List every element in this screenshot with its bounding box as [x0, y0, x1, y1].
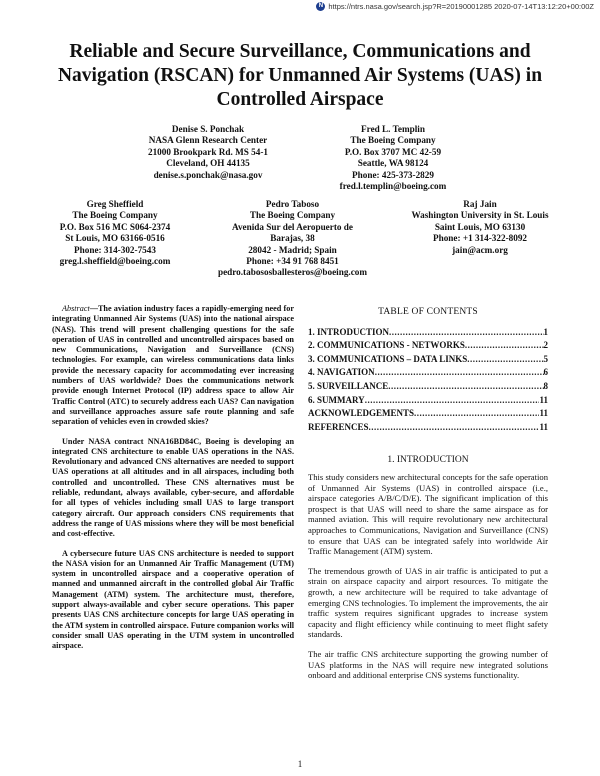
toc-entry-page: 5 — [543, 353, 548, 364]
author-block-taboso — [210, 199, 375, 279]
ntrs-url[interactable]: https://ntrs.nasa.gov/search.jsp?R=20190001285 2020-07-14T13:12:20+00:00Z — [328, 2, 594, 11]
toc-entry[interactable] — [308, 326, 548, 340]
abstract — [52, 304, 294, 428]
author-name: Fred L. Templin — [361, 124, 425, 134]
author-address: 28042 - Madrid; Spain — [248, 244, 337, 255]
author-address: 21000 Brookpark Rd. MS 54-1 — [147, 146, 269, 157]
toc-entry[interactable] — [308, 394, 548, 408]
author-address: Seattle, WA 98124 — [357, 158, 429, 169]
author-block-ponchak — [128, 124, 288, 181]
author-address: P.O. Box 3707 MC 42-59 — [344, 146, 442, 157]
toc-entry-label: 2. COMMUNICATIONS - NETWORKS — [308, 340, 465, 351]
ntrs-stamp — [316, 2, 594, 11]
toc-entry-label: 6. SUMMARY — [308, 394, 365, 405]
toc-entry[interactable] — [308, 366, 548, 380]
left-column — [52, 304, 294, 661]
section-heading-introduction: 1. INTRODUCTION — [387, 455, 469, 465]
author-name: Raj Jain — [463, 199, 497, 209]
abstract-text: —The aviation industry faces a rapidly-emerging need for integrating Unmanned Air Systems (UAS) into the national airspace (NAS). This trend will present challenging questions for the safe operation of UAS in controlled and uncontrolled airspaces based on new Communications, Navigation and Surveillance (CNS) technologies. For example, can wireless communications data links provide the necessary capacity for accommodating ever increasing numbers of UAS worldwide? Does the communications network provide enough Internet Protocol (IP) address space to allow Air Traffic Control (ATC) to securely address each UAS? Can navigation and surveillance approaches assure safe route planning and safe separation of vehicles even in crowded skies? — [52, 304, 294, 427]
toc-entry-label: 3. COMMUNICATIONS – DATA LINKS — [308, 353, 468, 364]
body-paragraph: The tremendous growth of UAS in air traffic is anticipated to put a strain on airspace capacity and airport resources. To mitigate the growth, a new architecture will be required to take advantage of emerging CNS technologies. To implement the improvements, the air traffic system requires significant upgrades to increase system capacity and flight efficiency while continuing to meet flight safety standards. — [308, 565, 548, 640]
author-phone: Phone: +34 91 768 8451 — [246, 256, 339, 267]
toc-entry[interactable] — [308, 421, 548, 435]
toc-entry[interactable] — [308, 380, 548, 394]
author-org: The Boeing Company — [249, 210, 336, 221]
body-paragraph: A cybersecure future UAS CNS architecture is needed to support the NASA vision for an Unmanned Air Traffic Management (UTM) system in uncontrolled airspace and a cooperative operation of manned and unmanned aircraft in the controlled global Air Traffic Management (ATM) system. The architecture must, therefore, support always-available and cyber secure operations. This paper presents UAS CNS architecture concepts for large UAS operating in the ATM system in controlled airspace. Future companion works will consider small UAS operating in the UTM system in uncontrolled airspace. — [52, 548, 294, 651]
right-column — [308, 472, 548, 690]
author-address: Saint Louis, MO 63130 — [434, 221, 526, 232]
author-address: Barajas, 38 — [270, 233, 315, 244]
paper-title: Reliable and Secure Surveillance, Communications and Navigation (RSCAN) for Unmanned Air Systems (UAS) in Controlled Airspace — [57, 41, 543, 110]
author-address: P.O. Box 516 MC S064-2374 — [59, 221, 171, 232]
author-email[interactable]: jain@acm.org — [452, 244, 508, 255]
author-address: Cleveland, OH 44135 — [166, 158, 250, 169]
abstract-label: Abstract — [62, 304, 90, 313]
author-email[interactable]: greg.l.sheffield@boeing.com — [59, 256, 171, 267]
toc-entry-page: 6 — [543, 367, 548, 378]
author-name: Pedro Taboso — [265, 199, 320, 209]
toc-entry[interactable] — [308, 407, 548, 421]
body-paragraph: Under NASA contract NNA16BD84C, Boeing is developing an integrated CNS architecture to enable UAS operations in the NAS. Revolutionary and advanced CNS alternatives are needed to support UAS operations at all altitudes and in all airspaces, including both controlled and uncontrolled. These CNS alternatives must be reliable, redundant, always available, cyber-secure, and affordable for all types of vehicles including small UAS to large transport category aircraft. Our approach considers CNS requirements that address the range of UAS missions where they will be most beneficial and cost-effective. — [52, 436, 294, 539]
author-block-sheffield — [40, 199, 190, 267]
toc-entry-label: 5. SURVEILLANCE — [308, 380, 389, 391]
toc-entry-page: 8 — [543, 380, 548, 391]
author-email[interactable]: fred.l.templin@boeing.com — [339, 181, 447, 192]
author-org: The Boeing Company — [350, 135, 436, 146]
body-paragraph: The air traffic CNS architecture supporting the growing number of UAS platforms in the NAS will require new integrated solutions onboard and additional enterprise CNS systems functionality. — [308, 648, 548, 681]
toc-entry-page: 2 — [543, 340, 548, 351]
author-name: Greg Sheffield — [86, 199, 144, 209]
author-org: The Boeing Company — [72, 210, 158, 221]
page-number: 1 — [297, 759, 303, 769]
toc-entry-page: 11 — [539, 421, 548, 432]
toc-entry[interactable] — [308, 353, 548, 367]
author-address: Avenida Sur del Aeropuerto de — [232, 221, 353, 232]
nasa-logo-icon: N — [316, 2, 325, 11]
toc-entry-label: 4. NAVIGATION — [308, 367, 375, 378]
author-email[interactable]: pedro.tabososballesteros@boeing.com — [217, 267, 368, 278]
author-org: NASA Glenn Research Center — [148, 135, 268, 146]
author-phone: Phone: 314-302-7543 — [74, 244, 156, 255]
toc-title: TABLE OF CONTENTS — [378, 307, 478, 317]
author-phone: Phone: 425-373-2829 — [352, 169, 434, 180]
toc-entry-label: REFERENCES — [308, 421, 369, 432]
author-email[interactable]: denise.s.ponchak@nasa.gov — [153, 169, 263, 180]
author-name: Denise S. Ponchak — [171, 124, 245, 134]
author-org: Washington University in St. Louis — [411, 210, 549, 221]
toc-entry[interactable] — [308, 339, 548, 353]
author-block-templin — [318, 124, 468, 192]
toc-entry-page: 11 — [539, 408, 548, 419]
toc-entry-label: ACKNOWLEDGEMENTS — [308, 408, 415, 419]
body-paragraph: This study considers new architectural concepts for the safe operation of Unmanned Air Systems (UAS) in controlled airspace (i.e., airspace categories A/B/C/D/E). The significant implication of this prospect is that UAS will need to share the same airspace as for manned aviation. This will require revolutionary new architectural approaches to Communications, Navigation and Surveillance (CNS) to ensure that UAS can be integrated safely into worldwide Air Traffic Management (ATM) system. — [308, 472, 548, 557]
table-of-contents — [308, 306, 548, 434]
toc-entry-page: 11 — [539, 394, 548, 405]
toc-entry-label: 1. INTRODUCTION — [308, 326, 390, 337]
author-address: St Louis, MO 63166-0516 — [65, 233, 165, 244]
author-block-jain — [385, 199, 575, 256]
toc-entry-page: 1 — [543, 326, 548, 337]
author-phone: Phone: +1 314-322-8092 — [432, 233, 528, 244]
